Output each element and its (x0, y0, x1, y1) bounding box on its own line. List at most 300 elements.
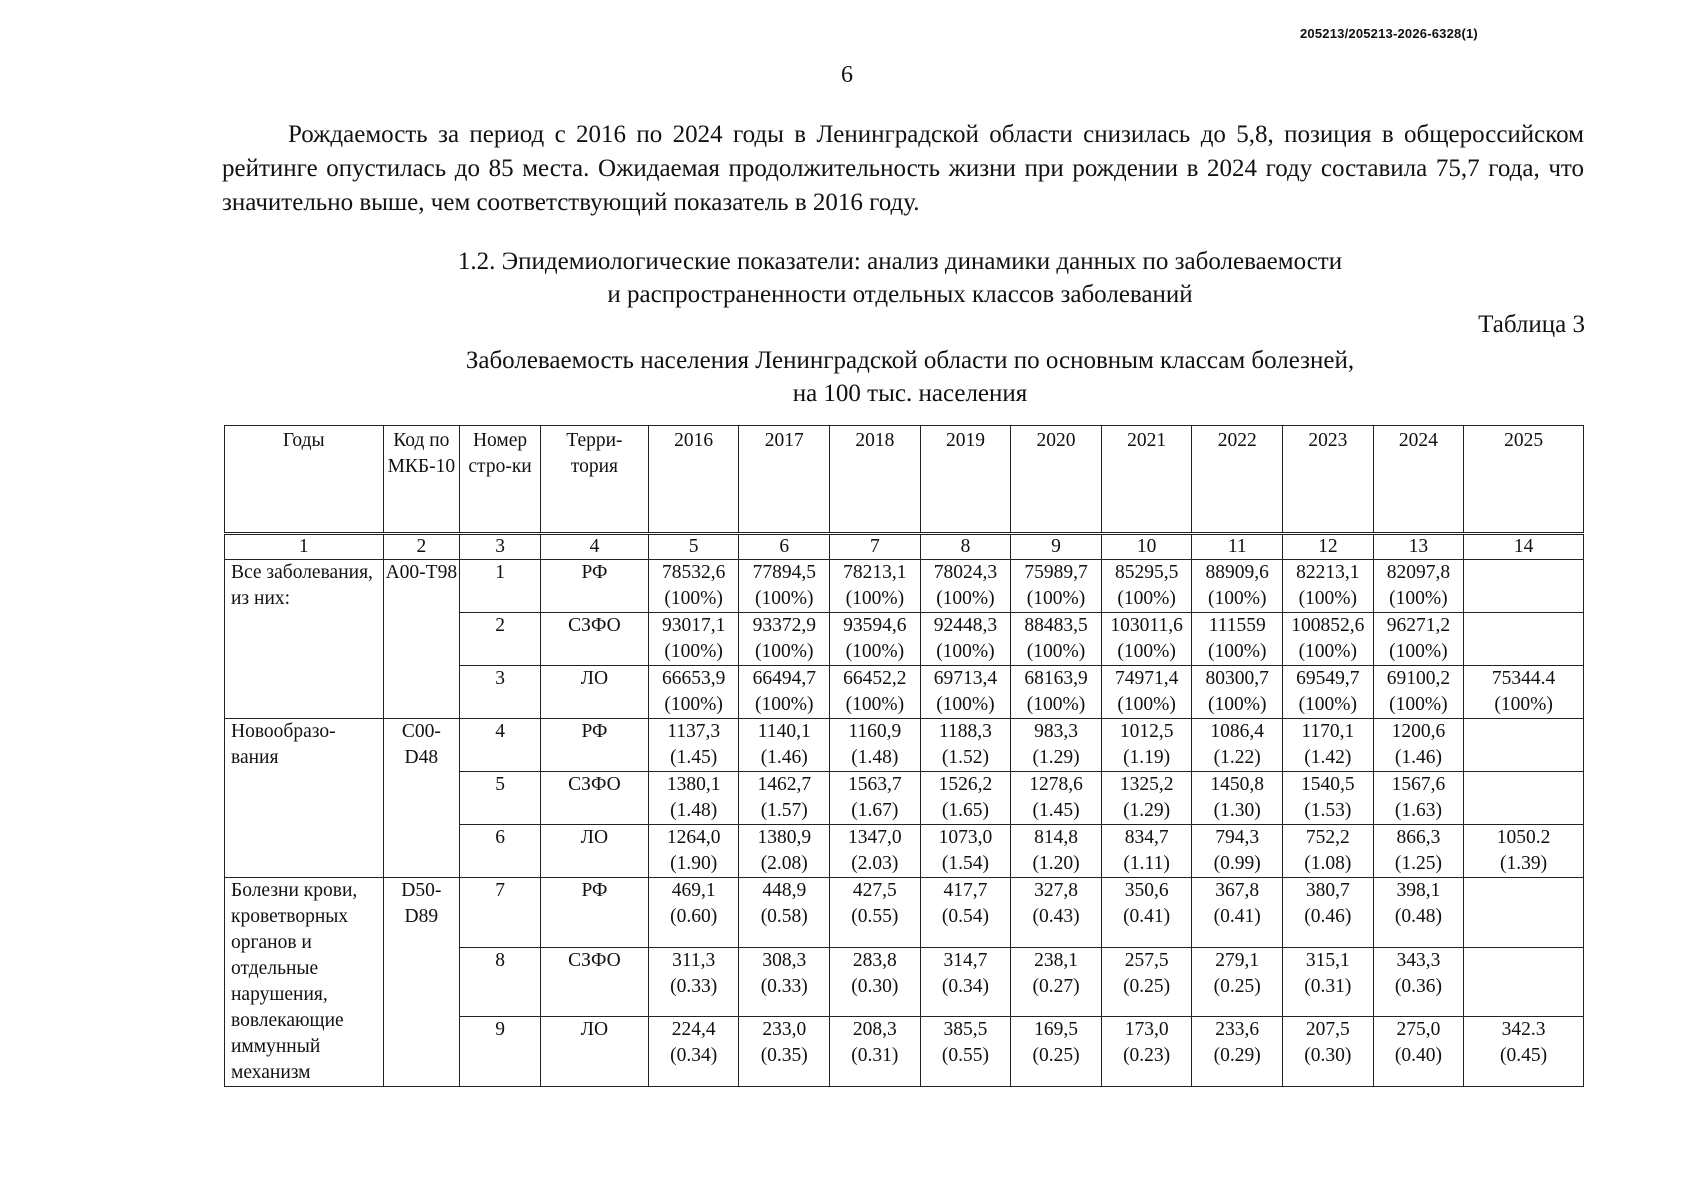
value-share: (0.31) (1304, 975, 1352, 997)
value-cell (830, 1017, 921, 1087)
value-share: (0.41) (1123, 906, 1171, 927)
value-cell (739, 947, 830, 1017)
table-header-row (225, 426, 1584, 534)
value-share: (100%) (845, 694, 905, 715)
value-number: 1347,0 (848, 827, 902, 848)
column-number-cell: 10 (1101, 534, 1192, 560)
row-number-cell: 1 (460, 560, 541, 613)
header-cell: Номер стро-ки (460, 426, 541, 534)
value-cell (1192, 666, 1283, 719)
value-cell (1011, 772, 1102, 825)
value-cell (1283, 613, 1374, 666)
value-number: 96271,2 (1386, 615, 1451, 636)
value-cell (1464, 825, 1584, 878)
value-cell (1101, 666, 1192, 719)
value-share: (0.40) (1394, 1045, 1442, 1067)
value-share: (1.29) (1123, 800, 1171, 821)
value-number: 983,3 (1034, 721, 1078, 742)
value-cell (648, 772, 739, 825)
value-share: (100%) (755, 694, 814, 715)
value-share: (100%) (1026, 588, 1086, 609)
section-title-line-1: 1.2. Эпидемиологические показатели: анализ динамики данных по заболеваемости (457, 248, 1343, 275)
table-row (225, 560, 1584, 613)
value-number: 93594,6 (843, 615, 907, 636)
header-cell: 2021 (1101, 426, 1192, 534)
document-id: 205213/205213-2026-6328(1) (1300, 26, 1478, 41)
value-share: (1.29) (1032, 747, 1080, 768)
value-number: 169,5 (1034, 1019, 1078, 1041)
value-share: (0.43) (1032, 906, 1080, 927)
value-number: 367,8 (1215, 880, 1260, 901)
value-number: 82213,1 (1296, 562, 1360, 583)
value-share: (1.11) (1123, 853, 1170, 874)
intro-paragraph-text: Рождаемость за период с 2016 по 2024 годы в Ленинградской области снизилась до 5,8, позиция в общероссийском рейтинге опустилась до 85 места. Ожидаемая продолжительность жизни при рождении в 2024 году составила 75,7 года, что значительно выше, чем соответствующий показатель в 2016 году. (222, 121, 1584, 216)
intro-paragraph (222, 118, 1584, 220)
value-share: (2.08) (760, 853, 808, 874)
value-share: (100%) (1298, 694, 1358, 715)
value-share: (0.45) (1500, 1045, 1548, 1067)
value-cell (739, 560, 830, 613)
value-cell (739, 878, 830, 948)
value-cell (1011, 719, 1102, 772)
value-share: (100%) (664, 588, 723, 609)
value-share: (1.22) (1213, 747, 1261, 768)
value-number: 77894,5 (752, 562, 816, 583)
header-cell: 2016 (648, 426, 739, 534)
value-cell (739, 719, 830, 772)
value-share: (100%) (1207, 694, 1267, 715)
value-share: (0.30) (1304, 1045, 1352, 1067)
value-cell (1283, 878, 1374, 948)
value-cell (920, 825, 1011, 878)
value-number: 88483,5 (1024, 615, 1088, 636)
column-number-cell: 13 (1373, 534, 1464, 560)
value-number: 257,5 (1124, 949, 1169, 971)
value-share: (1.19) (1123, 747, 1171, 768)
value-share: (0.35) (760, 1045, 808, 1067)
value-share: (0.25) (1032, 1045, 1080, 1067)
value-number: 1188,3 (938, 721, 992, 742)
value-share: (0.30) (851, 975, 899, 997)
value-cell (648, 560, 739, 613)
value-share: (0.46) (1304, 906, 1352, 927)
value-cell (1192, 560, 1283, 613)
value-share: (0.31) (851, 1045, 899, 1067)
value-cell (648, 613, 739, 666)
value-cell (648, 825, 739, 878)
value-number: 380,7 (1305, 880, 1350, 901)
value-cell (739, 666, 830, 719)
value-share: (1.48) (670, 800, 718, 821)
value-share: (100%) (936, 588, 995, 609)
row-number-cell: 6 (460, 825, 541, 878)
value-cell (739, 825, 830, 878)
value-number: 66452,2 (843, 668, 907, 689)
value-number: 238,1 (1034, 949, 1078, 971)
value-cell (1011, 613, 1102, 666)
value-cell (830, 947, 921, 1017)
value-share: (1.45) (1032, 800, 1080, 821)
value-share: (0.55) (941, 1045, 989, 1067)
value-share: (0.55) (851, 906, 899, 927)
value-cell (1011, 825, 1102, 878)
value-cell (830, 613, 921, 666)
header-cell: Терри-тория (541, 426, 649, 534)
value-number: 1012,5 (1119, 721, 1174, 742)
territory-cell: РФ (541, 878, 649, 948)
value-number: 448,9 (762, 880, 807, 901)
value-cell (1011, 560, 1102, 613)
value-cell (920, 947, 1011, 1017)
value-share: (1.65) (941, 800, 989, 821)
value-cell (1011, 947, 1102, 1017)
value-number: 866,3 (1396, 827, 1441, 848)
header-cell: Годы (225, 426, 384, 534)
territory-cell: ЛО (541, 666, 649, 719)
value-cell (920, 878, 1011, 948)
value-share: (100%) (1298, 641, 1358, 662)
icd-code-cell: А00-Т98 (383, 560, 460, 719)
territory-cell: СЗФО (541, 613, 649, 666)
row-number-cell: 5 (460, 772, 541, 825)
value-share: (100%) (936, 641, 995, 662)
value-share: (1.90) (670, 853, 718, 874)
value-cell (1373, 613, 1464, 666)
header-cell: 2022 (1192, 426, 1283, 534)
value-cell (1101, 947, 1192, 1017)
column-number-cell: 9 (1011, 534, 1102, 560)
value-number: 1264,0 (666, 827, 721, 848)
value-number: 93372,9 (752, 615, 816, 636)
column-number-cell: 4 (541, 534, 649, 560)
value-number: 111559 (1208, 615, 1266, 636)
column-number-cell: 8 (920, 534, 1011, 560)
value-share: (1.08) (1304, 853, 1352, 874)
value-share: (0.34) (941, 975, 989, 997)
value-number: 427,5 (852, 880, 897, 901)
value-share: (0.33) (670, 975, 718, 997)
value-cell (1464, 878, 1584, 948)
section-title (400, 245, 1400, 311)
table-title-line-1: Заболеваемость населения Ленинградской области по основным классам болезней, (465, 347, 1355, 374)
header-cell: 2025 (1464, 426, 1584, 534)
value-cell (1011, 878, 1102, 948)
value-share: (0.60) (670, 906, 718, 927)
value-number: 1050.2 (1496, 827, 1551, 848)
value-number: 1380,9 (757, 827, 812, 848)
column-number-cell: 6 (739, 534, 830, 560)
value-cell (1192, 772, 1283, 825)
value-share: (0.25) (1213, 975, 1261, 997)
value-number: 1073,0 (938, 827, 993, 848)
value-share: (100%) (1389, 641, 1448, 662)
value-cell (1464, 666, 1584, 719)
column-number-cell: 12 (1283, 534, 1374, 560)
value-cell (1101, 772, 1192, 825)
header-cell: 2018 (830, 426, 921, 534)
value-number: 233,0 (762, 1019, 807, 1041)
value-share: (0.54) (941, 906, 989, 927)
value-cell (920, 719, 1011, 772)
value-cell (1373, 825, 1464, 878)
territory-cell: СЗФО (541, 772, 649, 825)
table-row (225, 719, 1584, 772)
value-cell (1101, 825, 1192, 878)
value-number: 350,6 (1124, 880, 1169, 901)
header-cell: 2020 (1011, 426, 1102, 534)
value-cell (648, 947, 739, 1017)
territory-cell: РФ (541, 719, 649, 772)
value-number: 207,5 (1305, 1019, 1350, 1041)
value-number: 66494,7 (752, 668, 816, 689)
value-number: 78024,3 (933, 562, 998, 583)
table-body (225, 534, 1584, 1087)
value-share: (1.48) (851, 747, 899, 768)
value-share: (100%) (1207, 641, 1267, 662)
table-number: Таблица 3 (1478, 311, 1585, 338)
value-share: (0.99) (1213, 853, 1261, 874)
value-number: 68163,9 (1024, 668, 1088, 689)
value-share: (0.48) (1394, 906, 1442, 927)
value-share: (100%) (1389, 588, 1448, 609)
value-number: 1450,8 (1210, 774, 1265, 795)
row-number-cell: 4 (460, 719, 541, 772)
value-number: 82097,8 (1386, 562, 1451, 583)
value-number: 1526,2 (938, 774, 993, 795)
value-share: (1.53) (1304, 800, 1352, 821)
row-number-cell: 7 (460, 878, 541, 948)
page-number: 6 (841, 62, 853, 88)
value-share: (0.41) (1213, 906, 1261, 927)
column-number-cell: 7 (830, 534, 921, 560)
value-cell (1373, 666, 1464, 719)
disease-class-cell: Новообразо-вания (225, 719, 384, 878)
column-number-cell: 14 (1464, 534, 1584, 560)
value-number: 1160,9 (848, 721, 902, 742)
morbidity-table (224, 425, 1584, 1087)
value-share: (1.39) (1500, 853, 1548, 874)
value-share: (100%) (664, 641, 723, 662)
column-number-cell: 11 (1192, 534, 1283, 560)
value-number: 1462,7 (757, 774, 812, 795)
value-share: (0.25) (1123, 975, 1171, 997)
value-number: 834,7 (1124, 827, 1169, 848)
row-number-cell: 3 (460, 666, 541, 719)
value-cell (1373, 772, 1464, 825)
value-share: (100%) (1026, 641, 1086, 662)
table-row (225, 878, 1584, 948)
value-share: (100%) (845, 588, 905, 609)
value-cell (1101, 613, 1192, 666)
value-cell (1464, 719, 1584, 772)
value-share: (0.36) (1394, 975, 1442, 997)
value-share: (1.42) (1304, 747, 1352, 768)
value-share: (1.63) (1394, 800, 1442, 821)
value-number: 385,5 (943, 1019, 988, 1041)
value-cell (1192, 719, 1283, 772)
value-number: 1325,2 (1119, 774, 1174, 795)
value-number: 69100,2 (1386, 668, 1451, 689)
value-number: 814,8 (1034, 827, 1078, 848)
value-share: (1.46) (1394, 747, 1442, 768)
value-number: 275,0 (1396, 1019, 1441, 1041)
value-number: 1567,6 (1391, 774, 1446, 795)
value-share: (100%) (1117, 694, 1176, 715)
value-number: 314,7 (943, 949, 988, 971)
value-number: 69549,7 (1296, 668, 1360, 689)
value-cell (1101, 560, 1192, 613)
value-number: 74971,4 (1114, 668, 1179, 689)
value-cell (920, 666, 1011, 719)
column-number-cell: 1 (225, 534, 384, 560)
value-share: (1.67) (851, 800, 899, 821)
value-number: 224,4 (671, 1019, 716, 1041)
value-cell (920, 613, 1011, 666)
territory-cell: СЗФО (541, 947, 649, 1017)
value-share: (1.52) (941, 747, 989, 768)
value-cell (830, 666, 921, 719)
value-number: 311,3 (672, 949, 716, 971)
value-share: (100%) (1389, 694, 1448, 715)
value-cell (1283, 772, 1374, 825)
value-cell (1464, 560, 1584, 613)
value-cell (830, 878, 921, 948)
value-share: (0.34) (670, 1045, 718, 1067)
value-number: 1278,6 (1029, 774, 1083, 795)
value-cell (648, 666, 739, 719)
value-cell (1283, 1017, 1374, 1087)
value-cell (830, 560, 921, 613)
value-share: (1.20) (1032, 853, 1080, 874)
value-cell (1283, 719, 1374, 772)
header-cell: 2019 (920, 426, 1011, 534)
column-number-cell: 2 (383, 534, 460, 560)
value-number: 398,1 (1396, 880, 1441, 901)
value-share: (0.29) (1213, 1045, 1261, 1067)
row-number-cell: 2 (460, 613, 541, 666)
column-number-cell: 5 (648, 534, 739, 560)
value-number: 100852,6 (1291, 615, 1365, 636)
value-number: 78532,6 (661, 562, 726, 583)
value-cell (1464, 1017, 1584, 1087)
value-cell (1101, 719, 1192, 772)
value-number: 279,1 (1215, 949, 1260, 971)
value-cell (1192, 878, 1283, 948)
disease-class-cell: Все заболевания, из них: (225, 560, 384, 719)
value-number: 208,3 (852, 1019, 897, 1041)
value-share: (0.27) (1032, 975, 1080, 997)
value-share: (2.03) (851, 853, 899, 874)
value-cell (1464, 772, 1584, 825)
value-cell (1192, 1017, 1283, 1087)
value-cell (920, 772, 1011, 825)
value-cell (1373, 1017, 1464, 1087)
value-number: 342.3 (1501, 1019, 1546, 1041)
value-number: 1170,1 (1301, 721, 1355, 742)
row-number-cell: 8 (460, 947, 541, 1017)
territory-cell: ЛО (541, 1017, 649, 1087)
value-number: 794,3 (1215, 827, 1260, 848)
value-share: (1.46) (760, 747, 808, 768)
value-cell (648, 878, 739, 948)
value-share: (1.57) (760, 800, 808, 821)
value-share: (100%) (755, 588, 814, 609)
value-cell (1283, 666, 1374, 719)
value-cell (1011, 666, 1102, 719)
value-number: 173,0 (1124, 1019, 1169, 1041)
value-share: (1.54) (941, 853, 989, 874)
territory-cell: ЛО (541, 825, 649, 878)
value-share: (100%) (936, 694, 995, 715)
value-cell (1101, 1017, 1192, 1087)
value-cell (1373, 947, 1464, 1017)
value-share: (100%) (664, 694, 723, 715)
value-cell (1101, 878, 1192, 948)
value-share: (100%) (1207, 588, 1267, 609)
value-share: (100%) (845, 641, 905, 662)
value-cell (739, 772, 830, 825)
disease-class-cell: Болезни крови, кроветворных органов и отдельные нарушения, вовлекающие иммунный механизм (225, 878, 384, 1087)
value-cell (1283, 825, 1374, 878)
value-share: (100%) (755, 641, 814, 662)
value-number: 88909,6 (1205, 562, 1269, 583)
header-cell: Код по МКБ-10 (383, 426, 460, 534)
value-cell (1373, 719, 1464, 772)
value-cell (830, 719, 921, 772)
icd-code-cell: D50-D89 (383, 878, 460, 1087)
value-cell (920, 560, 1011, 613)
value-cell (830, 772, 921, 825)
value-number: 78213,1 (843, 562, 907, 583)
value-cell (739, 613, 830, 666)
value-cell (1192, 947, 1283, 1017)
header-cell: 2017 (739, 426, 830, 534)
value-number: 469,1 (671, 880, 716, 901)
value-number: 85295,5 (1114, 562, 1179, 583)
value-share: (0.33) (760, 975, 808, 997)
value-number: 1563,7 (848, 774, 902, 795)
header-cell: 2024 (1373, 426, 1464, 534)
value-share: (100%) (1298, 588, 1358, 609)
section-title-line-2: и распространенности отдельных классов заболеваний (607, 281, 1193, 308)
value-share: (0.58) (760, 906, 808, 927)
value-number: 66653,9 (661, 668, 726, 689)
value-number: 327,8 (1034, 880, 1078, 901)
value-share: (100%) (1026, 694, 1086, 715)
value-share: (100%) (1494, 694, 1553, 715)
value-number: 417,7 (943, 880, 988, 901)
value-cell (1373, 878, 1464, 948)
value-number: 752,2 (1305, 827, 1350, 848)
value-cell (1283, 560, 1374, 613)
value-cell (1192, 825, 1283, 878)
value-number: 93017,1 (661, 615, 726, 636)
value-cell (830, 825, 921, 878)
value-number: 315,1 (1305, 949, 1350, 971)
value-cell (1192, 613, 1283, 666)
value-number: 343,3 (1396, 949, 1441, 971)
value-number: 1086,4 (1210, 721, 1265, 742)
value-number: 1140,1 (757, 721, 811, 742)
value-number: 283,8 (852, 949, 897, 971)
table-title (380, 344, 1440, 410)
territory-cell: РФ (541, 560, 649, 613)
value-share: (1.30) (1213, 800, 1261, 821)
value-share: (100%) (1117, 641, 1176, 662)
column-number-row (225, 534, 1584, 560)
value-number: 80300,7 (1205, 668, 1269, 689)
value-cell (1283, 947, 1374, 1017)
